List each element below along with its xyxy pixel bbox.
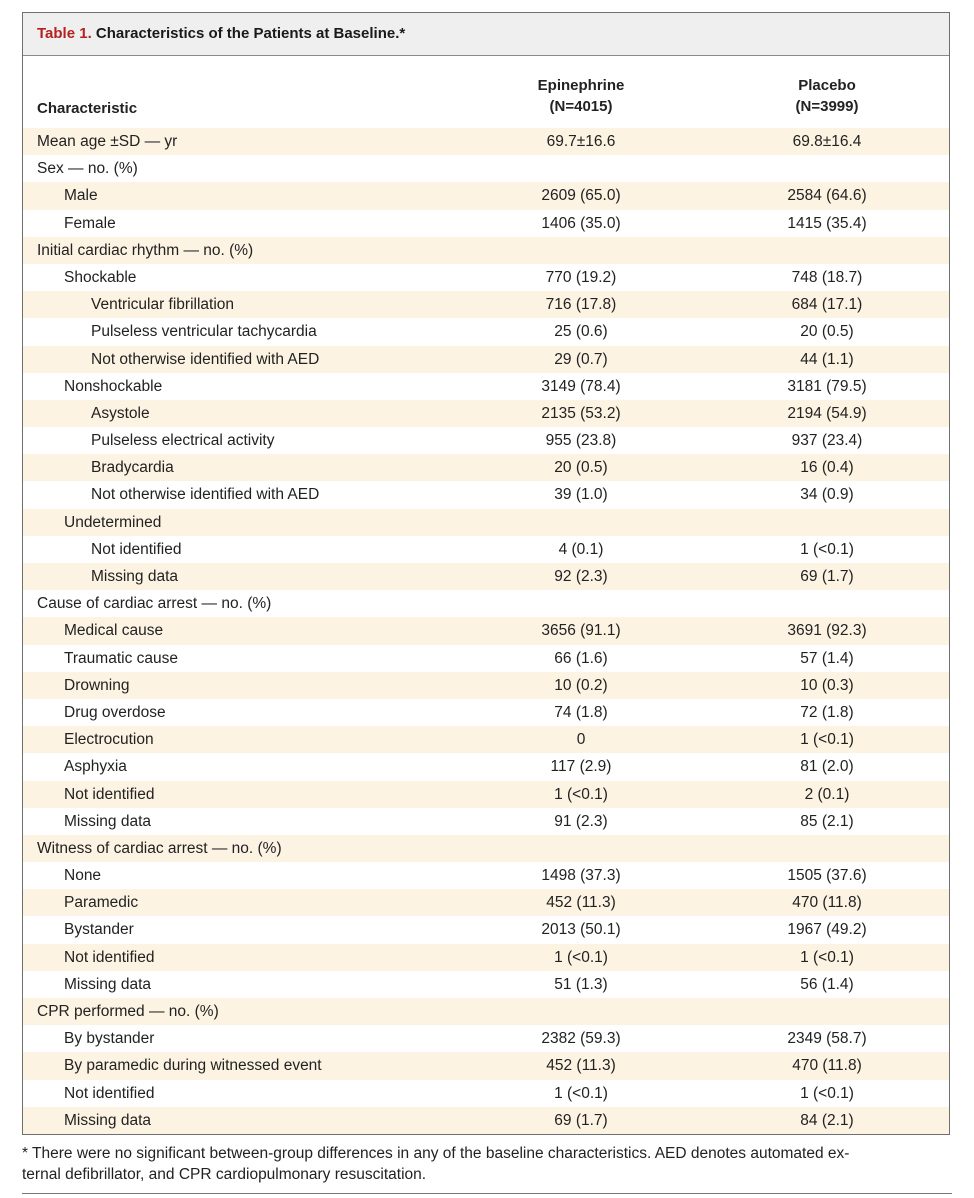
placebo-value: 16 (0.4): [800, 459, 854, 477]
row-label: None: [64, 867, 102, 885]
row-label: Missing data: [64, 812, 152, 830]
placebo-value: 56 (1.4): [800, 975, 854, 993]
table-label: Table 1.: [37, 25, 92, 42]
row-label: Not identified: [64, 948, 155, 966]
table-row: [23, 645, 949, 672]
table-row: [23, 210, 949, 237]
epinephrine-value: 20 (0.5): [554, 459, 608, 477]
row-label: Not otherwise identified with AED: [91, 350, 320, 368]
row-label: Medical cause: [64, 622, 164, 640]
row-label: Sex — no. (%): [37, 160, 138, 178]
table-row: [23, 237, 949, 264]
table-row: [23, 590, 949, 617]
table-row: [23, 291, 949, 318]
table-row: [23, 726, 949, 753]
epinephrine-value: 117 (2.9): [550, 758, 612, 776]
epinephrine-value: 955 (23.8): [545, 432, 617, 450]
row-label: Female: [64, 214, 116, 232]
bottom-rule: [22, 1193, 952, 1194]
placebo-value: 684 (17.1): [791, 296, 863, 314]
row-label: Drug overdose: [64, 703, 166, 721]
placebo-value: 34 (0.9): [800, 486, 854, 504]
row-label: Male: [64, 187, 98, 205]
epinephrine-value: 2382 (59.3): [541, 1030, 621, 1048]
epinephrine-value: 74 (1.8): [554, 703, 608, 721]
placebo-value: 470 (11.8): [792, 894, 862, 912]
table-row: [23, 427, 949, 454]
row-label: By paramedic during witnessed event: [64, 1057, 322, 1075]
epinephrine-value: 1406 (35.0): [541, 214, 621, 232]
row-label: Drowning: [64, 676, 130, 694]
epinephrine-value: 69 (1.7): [554, 1111, 608, 1129]
placebo-value: 10 (0.3): [800, 676, 854, 694]
epinephrine-value: 1 (<0.1): [554, 948, 608, 966]
placebo-value: 937 (23.4): [791, 432, 863, 450]
table-row: [23, 454, 949, 481]
row-label: Traumatic cause: [64, 649, 178, 667]
row-label: Shockable: [64, 268, 137, 286]
placebo-value: 1 (<0.1): [800, 1084, 854, 1102]
header-placebo: [747, 75, 907, 117]
row-label: Bradycardia: [91, 459, 174, 477]
placebo-value: 3691 (92.3): [787, 622, 867, 640]
header-placebo-name: Placebo: [798, 77, 856, 94]
row-label: Asphyxia: [64, 758, 127, 776]
table-row: [23, 971, 949, 998]
table-row: [23, 1107, 949, 1134]
row-label: Pulseless ventricular tachycardia: [91, 323, 317, 341]
epinephrine-value: 1 (<0.1): [554, 1084, 608, 1102]
placebo-value: 1 (<0.1): [800, 731, 854, 749]
placebo-value: 1 (<0.1): [800, 948, 854, 966]
table-row: [23, 672, 949, 699]
table-row: [23, 400, 949, 427]
table-row: [23, 128, 949, 155]
table-row: [23, 264, 949, 291]
table-row: [23, 182, 949, 209]
row-label: Ventricular fibrillation: [91, 296, 235, 314]
header-epinephrine-name: Epinephrine: [537, 77, 625, 94]
epinephrine-value: 51 (1.3): [554, 975, 608, 993]
row-label: Paramedic: [64, 894, 139, 912]
table-row: [23, 916, 949, 943]
epinephrine-value: 29 (0.7): [554, 350, 608, 368]
epinephrine-value: 2135 (53.2): [541, 404, 621, 422]
table-row: [23, 862, 949, 889]
row-label: Not identified: [64, 785, 155, 803]
row-label: Not identified: [91, 540, 182, 558]
placebo-value: 2194 (54.9): [787, 404, 867, 422]
table-row: [23, 808, 949, 835]
baseline-table: [22, 12, 950, 1135]
table-row: [23, 835, 949, 862]
epinephrine-value: 452 (11.3): [546, 1057, 616, 1075]
placebo-value: 1 (<0.1): [800, 540, 854, 558]
row-label: Asystole: [91, 404, 150, 422]
row-label: Mean age ±SD — yr: [37, 133, 178, 150]
placebo-value: 3181 (79.5): [787, 377, 867, 395]
table-row: [23, 781, 949, 808]
table-row: [23, 318, 949, 345]
table-header: [23, 56, 949, 128]
table-row: [23, 889, 949, 916]
epinephrine-value: 91 (2.3): [554, 812, 608, 830]
table-caption: Characteristics of the Patients at Baseline.*: [95, 25, 406, 42]
placebo-value: 44 (1.1): [800, 350, 854, 368]
table-row: [23, 1025, 949, 1052]
placebo-value: 2 (0.1): [804, 785, 850, 803]
row-label: Missing data: [91, 568, 179, 585]
placebo-value: 748 (18.7): [791, 268, 863, 286]
row-label: Not otherwise identified with AED: [91, 486, 320, 504]
table-row: [23, 944, 949, 971]
epinephrine-value: 39 (1.0): [554, 486, 608, 504]
row-label: Undetermined: [64, 513, 162, 531]
row-label: Initial cardiac rhythm — no. (%): [37, 241, 254, 259]
placebo-value: 20 (0.5): [800, 323, 854, 341]
header-characteristic: Characteristic: [37, 100, 138, 117]
table-row: [23, 346, 949, 373]
placebo-value: 81 (2.0): [800, 758, 854, 776]
epinephrine-value: 3656 (91.1): [541, 622, 621, 640]
epinephrine-value: 716 (17.8): [545, 296, 617, 314]
table-title: [23, 13, 949, 56]
table-row: [23, 481, 949, 508]
placebo-value: 57 (1.4): [800, 649, 854, 667]
header-epinephrine: [501, 75, 661, 117]
row-label: By bystander: [64, 1030, 155, 1048]
row-label: Not identified: [64, 1084, 155, 1102]
epinephrine-value: 69.7±16.6: [546, 133, 616, 150]
table-row: [23, 617, 949, 644]
epinephrine-value: 25 (0.6): [554, 323, 608, 341]
placebo-value: 69 (1.7): [800, 568, 854, 585]
table-row: [23, 155, 949, 182]
row-label: CPR performed — no. (%): [37, 1003, 219, 1020]
epinephrine-value: 66 (1.6): [554, 649, 608, 667]
table-row: [23, 373, 949, 400]
row-label: Electrocution: [64, 731, 154, 749]
row-label: Missing data: [64, 975, 152, 993]
row-label: Witness of cardiac arrest — no. (%): [37, 839, 282, 857]
epinephrine-value: 0: [576, 731, 586, 749]
table-row: [23, 509, 949, 536]
placebo-value: 85 (2.1): [800, 812, 854, 830]
epinephrine-value: 2609 (65.0): [541, 187, 621, 205]
row-label: Cause of cardiac arrest — no. (%): [37, 595, 272, 613]
placebo-value: 470 (11.8): [792, 1057, 862, 1075]
footnote-line-2: ternal defibrillator, and CPR cardiopulmonary resuscitation.: [22, 1166, 427, 1183]
epinephrine-value: 92 (2.3): [554, 568, 608, 585]
table-row: [23, 563, 949, 590]
row-label: Nonshockable: [64, 377, 163, 395]
table-row: [23, 699, 949, 726]
epinephrine-value: 3149 (78.4): [541, 377, 621, 395]
epinephrine-value: 770 (19.2): [545, 268, 617, 286]
table-row: [23, 1052, 949, 1079]
placebo-value: 2584 (64.6): [787, 187, 867, 205]
table-footnote: [22, 1143, 952, 1185]
row-label: Pulseless electrical activity: [91, 432, 275, 450]
epinephrine-value: 4 (0.1): [558, 540, 604, 558]
epinephrine-value: 2013 (50.1): [541, 921, 621, 939]
header-placebo-n: (N=3999): [795, 98, 859, 115]
table-row: [23, 753, 949, 780]
epinephrine-value: 10 (0.2): [554, 676, 608, 694]
table-body: [23, 128, 949, 1134]
epinephrine-value: 1 (<0.1): [554, 785, 608, 803]
table-row: [23, 1080, 949, 1107]
table-row: [23, 998, 949, 1025]
epinephrine-value: 452 (11.3): [546, 894, 616, 912]
placebo-value: 72 (1.8): [800, 703, 854, 721]
epinephrine-value: 1498 (37.3): [541, 867, 621, 885]
table-row: [23, 536, 949, 563]
placebo-value: 1415 (35.4): [787, 214, 867, 232]
row-label: Bystander: [64, 921, 134, 939]
footnote-line-1: * There were no significant between-group differences in any of the baseline characteristics. AED denotes automated ex-: [22, 1145, 850, 1162]
placebo-value: 84 (2.1): [800, 1111, 854, 1129]
header-epinephrine-n: (N=4015): [549, 98, 613, 115]
row-label: Missing data: [64, 1111, 152, 1129]
placebo-value: 1967 (49.2): [787, 921, 867, 939]
placebo-value: 1505 (37.6): [787, 867, 867, 885]
placebo-value: 2349 (58.7): [787, 1030, 867, 1048]
placebo-value: 69.8±16.4: [792, 133, 862, 150]
